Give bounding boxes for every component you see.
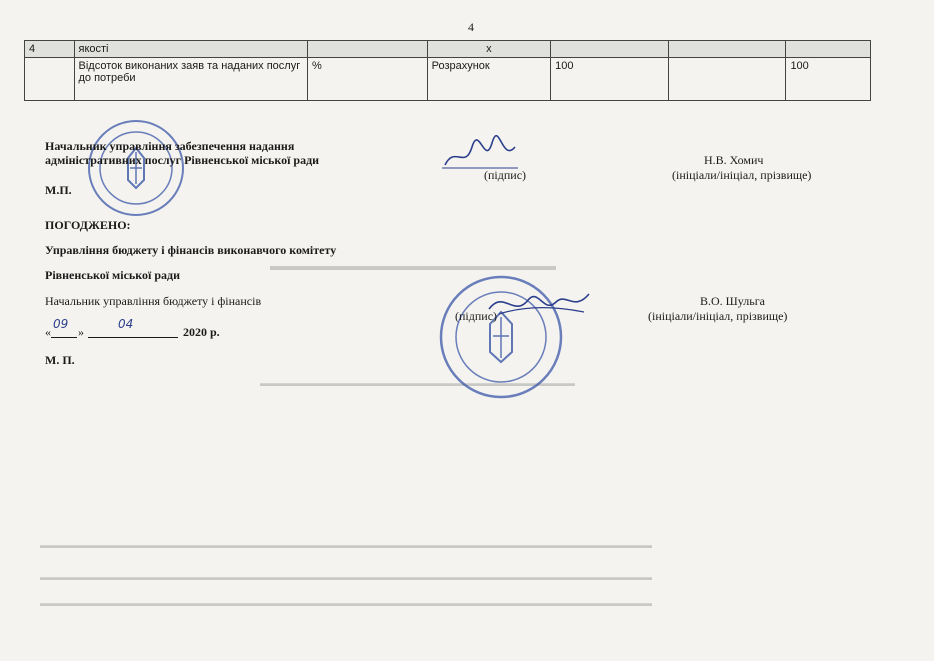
- cell-num: 4: [25, 41, 75, 58]
- date-open-quote: «: [45, 325, 51, 339]
- cell-indicator: Відсоток виконаних заяв та наданих послуг до потреби: [74, 58, 308, 101]
- head-name: Н.В. Хомич: [704, 153, 764, 167]
- table-row: [25, 58, 871, 101]
- bleed-through-text: ▬▬▬▬▬▬▬▬▬▬▬▬▬▬▬▬▬▬▬▬▬▬▬▬▬▬▬▬▬▬▬▬▬▬▬: [260, 378, 575, 388]
- indicators-table: [24, 40, 871, 101]
- cell-indicator: якості: [74, 41, 308, 58]
- bleed-through-text: ▬▬▬▬▬▬▬▬▬▬▬▬▬▬▬▬▬▬▬▬▬▬▬▬▬▬▬▬▬▬▬▬▬▬▬▬▬▬▬▬▬▬▬▬▬▬▬▬▬▬▬▬▬▬▬▬▬▬▬▬▬▬▬▬▬▬▬▬: [40, 572, 652, 582]
- cell-value-3: 100: [786, 58, 871, 101]
- approval-label: ПОГОДЖЕНО:: [45, 218, 131, 232]
- date-month: 04: [118, 317, 134, 331]
- head-title-line1: Начальник управління забезпечення надання: [45, 139, 295, 153]
- bleed-through-text: ▬▬▬▬▬▬▬▬▬▬▬▬▬▬▬▬▬▬▬▬▬▬▬▬▬▬▬▬▬▬▬▬▬▬▬▬▬▬▬▬▬▬▬▬▬▬▬▬▬▬▬▬▬▬▬▬▬▬▬▬▬▬▬▬▬▬▬▬: [40, 598, 652, 608]
- approval-name-caption: (ініціали/ініціал, прізвище): [648, 309, 788, 323]
- date-year: 2020 р.: [183, 325, 220, 339]
- head-signature-caption: (підпис): [484, 168, 527, 182]
- head-mp: М.П.: [45, 183, 72, 197]
- cell-num: [25, 58, 75, 101]
- head-title-line2: адміністративних послуг Рівненської міської ради: [45, 153, 320, 167]
- cell-value-2: [669, 41, 786, 58]
- approval-name: В.О. Шульга: [700, 294, 765, 308]
- approval-signature-caption: (підпис): [455, 309, 498, 323]
- cell-unit: %: [308, 58, 428, 101]
- official-stamp-icon: [86, 118, 186, 218]
- date-close-quote: »: [78, 325, 84, 339]
- approval-org-line2: Рівненської міської ради: [45, 268, 180, 282]
- bleed-through-text: ▬▬▬▬▬▬▬▬▬▬▬▬▬▬▬▬▬▬▬▬▬▬▬▬▬▬▬▬▬▬▬▬▬▬▬▬▬▬▬▬▬▬▬▬▬▬▬▬▬▬▬▬▬▬▬▬▬▬▬▬▬▬▬▬▬▬▬▬: [40, 540, 652, 550]
- approval-mp: М. П.: [45, 353, 75, 367]
- date-day: 09: [53, 317, 69, 331]
- page-number: 4: [468, 20, 474, 34]
- head-name-caption: (ініціали/ініціал, прізвище): [672, 168, 812, 182]
- approval-org-line1: Управління бюджету і фінансів виконавчого комітету: [45, 243, 337, 257]
- cell-source: х: [427, 41, 551, 58]
- cell-value-1: [551, 41, 669, 58]
- cell-source: Розрахунок: [427, 58, 551, 101]
- cell-value-3: [786, 41, 871, 58]
- cell-value-2: [669, 58, 786, 101]
- table-row: [25, 41, 871, 58]
- cell-value-1: 100: [551, 58, 669, 101]
- approval-position: Начальник управління бюджету і фінансів: [45, 294, 262, 308]
- cell-unit: [308, 41, 428, 58]
- bleed-through-text: ▬▬▬▬▬▬▬▬▬▬▬▬▬▬▬▬▬▬▬▬▬▬: [270, 258, 556, 273]
- signature-icon: [484, 284, 594, 324]
